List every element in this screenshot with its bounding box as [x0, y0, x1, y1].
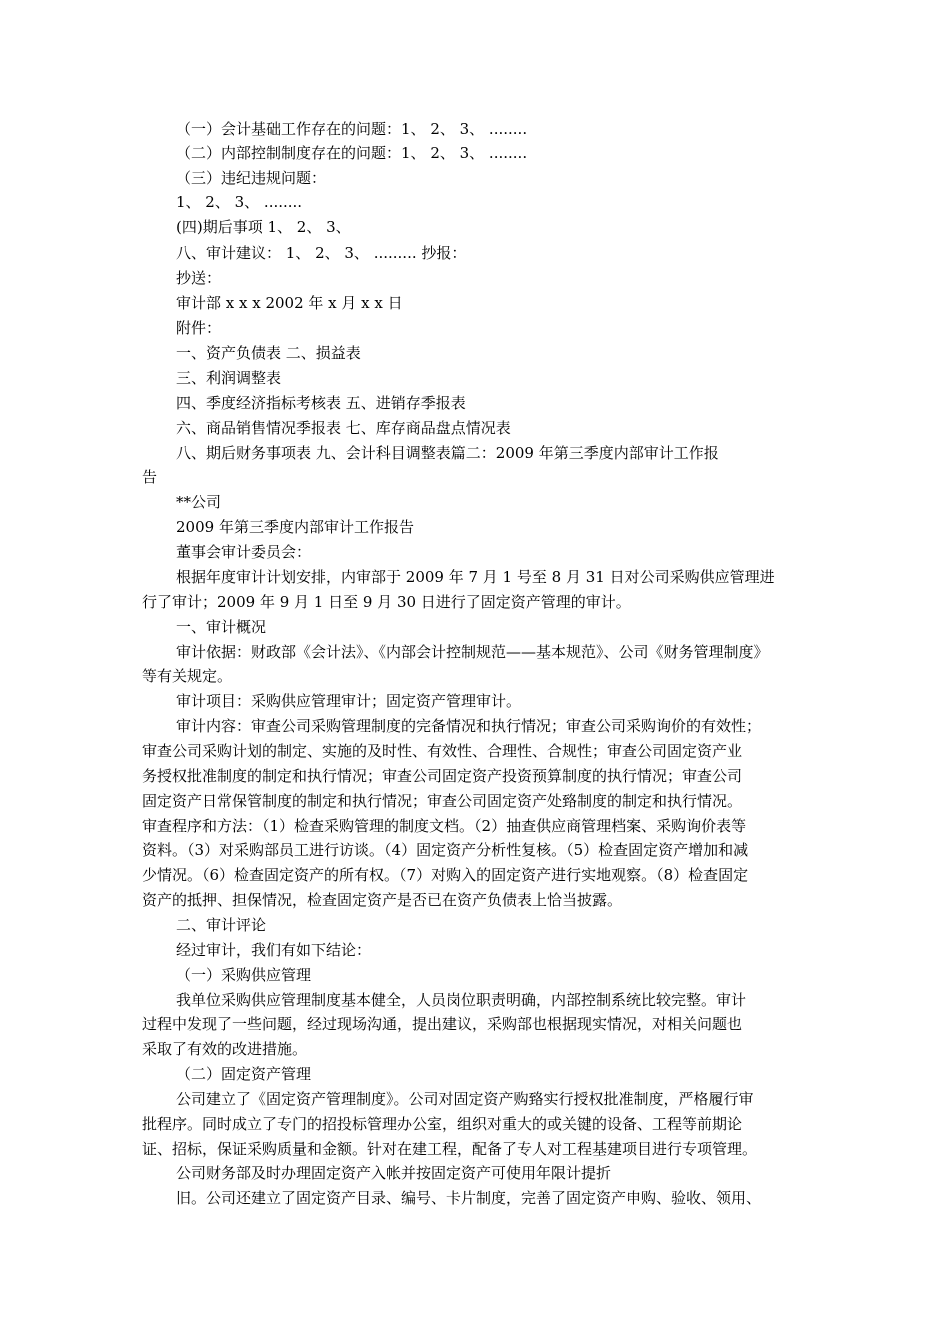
text-line: 行了审计；2009 年 9 月 1 日至 9 月 30 日进行了固定资产管理的审计。: [142, 593, 631, 611]
text-line: 公司建立了《固定资产管理制度》。公司对固定资产购臵实行授权批准制度，严格履行审: [176, 1090, 754, 1108]
text-line: 二、审计评论: [176, 916, 267, 934]
text-line: 三、利润调整表: [176, 369, 282, 387]
text-line: 采取了有效的改进措施。: [142, 1040, 308, 1058]
text-line: 审查公司采购计划的制定、实施的及时性、有效性、合理性、合规性；审查公司固定资产业: [142, 742, 743, 760]
text-line: 务授权批准制度的制定和执行情况；审查公司固定资产投资预算制度的执行情况；审查公司: [142, 767, 743, 785]
text-line: （一）采购供应管理: [176, 966, 312, 984]
text-line: （一）会计基础工作存在的问题：1、 2、 3、 ........: [176, 120, 528, 138]
text-line: 审计项目：采购供应管理审计；固定资产管理审计。: [176, 692, 522, 710]
text-line: **公司: [176, 493, 222, 511]
text-line: 少情况。（6）检查固定资产的所有权。（7）对购入的固定资产进行实地观察。（8）检查固定: [142, 866, 749, 884]
text-line: （二）内部控制制度存在的问题：1、 2、 3、 ........: [176, 144, 528, 162]
text-line: 等有关规定。: [142, 667, 233, 685]
text-line: 附件：: [176, 319, 222, 337]
text-line: 根据年度审计计划安排，内审部于 2009 年 7 月 1 号至 8 月 31 日对公司采购供应管理进: [176, 568, 775, 586]
text-line: （二）固定资产管理: [176, 1065, 312, 1083]
text-line: 资产的抵押、担保情况，检查固定资产是否已在资产负债表上恰当披露。: [142, 891, 623, 909]
text-line: 八、期后财务事项表 九、会计科目调整表篇二：2009 年第三季度内部审计工作报: [176, 444, 719, 462]
text-line: 批程序。同时成立了专门的招投标管理办公室，组织对重大的或关键的设备、工程等前期论: [142, 1115, 743, 1133]
text-line: 审计部 x x x 2002 年 x 月 x x 日: [176, 294, 403, 312]
text-line: 告: [142, 468, 158, 486]
text-line: 六、商品销售情况季报表 七、库存商品盘点情况表: [176, 419, 511, 437]
text-line: （三）违纪违规问题：: [176, 169, 327, 187]
text-line: 旧。公司还建立了固定资产目录、编号、卡片制度，完善了固定资产申购、验收、领用、: [176, 1189, 762, 1207]
text-line: 八、审计建议： 1、 2、 3、 ......... 抄报：: [176, 244, 467, 262]
text-line: 一、资产负债表 二、损益表: [176, 344, 361, 362]
text-line: 公司财务部及时办理固定资产入帐并按固定资产可使用年限计提折: [176, 1164, 612, 1182]
text-line: 抄送：: [176, 269, 222, 287]
text-line: 资料。（3）对采购部员工进行访谈。（4）固定资产分析性复核。（5）检查固定资产增加和减: [142, 841, 749, 859]
text-line: 2009 年第三季度内部审计工作报告: [176, 518, 414, 536]
text-line: 我单位采购供应管理制度基本健全，人员岗位职责明确，内部控制系统比较完整。审计: [176, 991, 747, 1009]
text-line: (四)期后事项 1、 2、 3、: [176, 218, 351, 236]
text-line: 过程中发现了一些问题，经过现场沟通，提出建议，采购部也根据现实情况，对相关问题也: [142, 1015, 743, 1033]
text-line: 固定资产日常保管制度的制定和执行情况；审查公司固定资产处臵制度的制定和执行情况。: [142, 792, 743, 810]
text-line: 审计依据：财政部《会计法》、《内部会计控制规范——基本规范》、公司《财务管理制度》: [176, 643, 769, 661]
text-line: 1、 2、 3、 ........: [176, 193, 303, 211]
text-line: 经过审计，我们有如下结论：: [176, 941, 372, 959]
text-line: 审计内容：审查公司采购管理制度的完备情况和执行情况；审查公司采购询价的有效性；: [176, 717, 762, 735]
text-line: 审查程序和方法：（1）检查采购管理的制度文档。（2）抽查供应商管理档案、采购询价表等: [142, 817, 747, 835]
text-line: 证、招标，保证采购质量和金额。针对在建工程，配备了专人对工程基建项目进行专项管理。: [142, 1140, 758, 1158]
text-line: 一、审计概况: [176, 618, 267, 636]
text-line: 四、季度经济指标考核表 五、进销存季报表: [176, 394, 466, 412]
text-line: 董事会审计委员会：: [176, 543, 312, 561]
